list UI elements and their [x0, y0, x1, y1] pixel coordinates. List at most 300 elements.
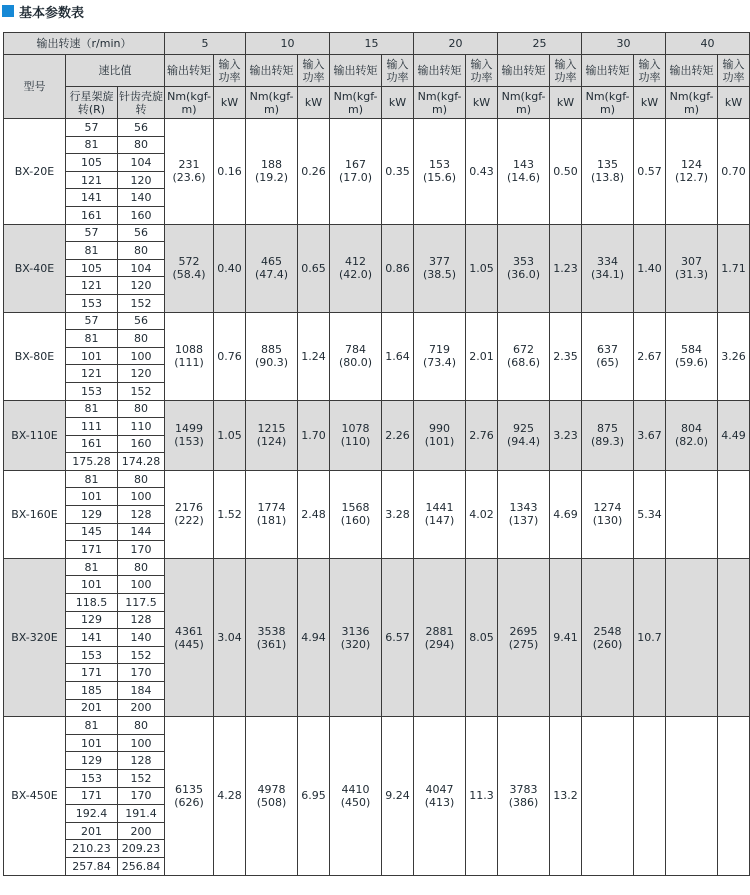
power-cell: 4.69	[550, 470, 582, 558]
torque-nm-value: 4047	[425, 782, 454, 796]
torque-nm-value: 637	[597, 343, 619, 357]
ratio-housing-cell: 170	[118, 787, 165, 805]
power-cell: 0.70	[718, 119, 750, 225]
torque-cell	[582, 312, 634, 400]
torque-cell	[330, 400, 382, 470]
torque-kgf-value: (137)	[508, 514, 539, 528]
torque-cell	[582, 400, 634, 470]
torque-nm-value: 4978	[257, 782, 286, 796]
torque-cell	[498, 558, 550, 716]
torque-cell	[330, 224, 382, 312]
torque-nm-value: 135	[597, 158, 619, 172]
torque-nm-value: 1215	[257, 422, 286, 436]
ratio-housing-cell: 128	[118, 506, 165, 524]
torque-nm-value: 353	[513, 255, 535, 269]
power-cell	[634, 717, 666, 875]
power-cell: 8.05	[466, 558, 498, 716]
torque-kgf-value: (17.0)	[338, 171, 373, 185]
torque-cell	[414, 470, 466, 558]
power-cell: 0.43	[466, 119, 498, 225]
model-header: 型号	[4, 55, 66, 119]
ratio-planet-cell: 129	[66, 611, 118, 629]
torque-nm-value: 2548	[593, 624, 622, 638]
power-unit: kW	[298, 87, 330, 119]
power-cell: 11.3	[466, 717, 498, 875]
torque-cell	[330, 558, 382, 716]
speed-header: 25	[498, 33, 582, 55]
ratio-housing-cell: 140	[118, 629, 165, 647]
power-unit: kW	[634, 87, 666, 119]
power-cell: 3.28	[382, 470, 414, 558]
torque-nm-value: 925	[513, 422, 535, 436]
torque-nm-value: 167	[345, 158, 367, 172]
torque-kgf-value: (160)	[340, 514, 371, 528]
ratio-housing-cell: 80	[118, 558, 165, 576]
ratio-planet-cell: 57	[66, 312, 118, 330]
torque-cell	[498, 717, 550, 875]
ratio-planet-cell: 121	[66, 365, 118, 383]
torque-kgf-value: (38.5)	[422, 268, 457, 282]
torque-cell	[582, 470, 634, 558]
torque-kgf-value: (147)	[424, 514, 455, 528]
torque-nm-value: 572	[178, 255, 200, 269]
ratio-planet-cell: 141	[66, 189, 118, 207]
table-row	[4, 717, 750, 735]
ratio-housing-cell: 152	[118, 646, 165, 664]
ratio-housing-cell: 160	[118, 206, 165, 224]
ratio-planet-cell: 101	[66, 347, 118, 365]
power-header: 输入功率	[214, 55, 246, 87]
power-cell: 0.76	[214, 312, 246, 400]
table-row	[4, 400, 750, 418]
torque-kgf-value: (31.3)	[674, 268, 709, 282]
ratio-planet-cell: 145	[66, 523, 118, 541]
torque-kgf-value: (68.6)	[506, 356, 541, 370]
ratio-planet-cell: 121	[66, 277, 118, 295]
ratio-planet-cell: 210.23	[66, 840, 118, 858]
torque-nm-value: 6135	[175, 782, 204, 796]
ratio-planet-cell: 257.84	[66, 857, 118, 875]
torque-nm-value: 584	[681, 343, 703, 357]
torque-kgf-value: (361)	[256, 637, 287, 651]
torque-nm-value: 153	[429, 158, 451, 172]
torque-kgf-value: (89.3)	[590, 435, 625, 449]
power-cell: 0.26	[298, 119, 330, 225]
torque-kgf-value: (36.0)	[506, 268, 541, 282]
power-header: 输入功率	[466, 55, 498, 87]
power-unit: kW	[214, 87, 246, 119]
torque-nm-value: 1499	[175, 422, 204, 436]
ratio-planet-cell: 121	[66, 171, 118, 189]
power-cell: 5.34	[634, 470, 666, 558]
power-cell: 4.28	[214, 717, 246, 875]
torque-kgf-value: (386)	[508, 795, 539, 809]
power-cell: 6.95	[298, 717, 330, 875]
torque-kgf-value: (124)	[256, 435, 287, 449]
ratio-planet-cell: 171	[66, 664, 118, 682]
ratio-housing-cell: 100	[118, 347, 165, 365]
ratio-planet-cell: 57	[66, 224, 118, 242]
power-cell: 4.94	[298, 558, 330, 716]
torque-unit: Nm(kgf-m)	[246, 87, 298, 119]
ratio-planet-cell: 101	[66, 576, 118, 594]
torque-cell	[246, 400, 298, 470]
ratio-planet-cell: 129	[66, 506, 118, 524]
torque-cell	[498, 119, 550, 225]
power-header: 输入功率	[550, 55, 582, 87]
torque-cell	[666, 312, 718, 400]
ratio-housing-cell: 117.5	[118, 594, 165, 612]
section-header	[0, 0, 84, 22]
ratio-planet-header: 行星架旋转(R)	[66, 87, 118, 119]
power-cell: 3.26	[718, 312, 750, 400]
torque-cell	[414, 717, 466, 875]
power-cell: 1.71	[718, 224, 750, 312]
ratio-planet-cell: 201	[66, 822, 118, 840]
torque-kgf-value: (294)	[424, 637, 455, 651]
ratio-header: 速比值	[66, 55, 165, 87]
torque-kgf-value: (130)	[592, 514, 623, 528]
power-cell: 1.24	[298, 312, 330, 400]
ratio-housing-cell: 104	[118, 154, 165, 172]
torque-kgf-value: (275)	[508, 637, 539, 651]
torque-cell	[414, 558, 466, 716]
power-cell: 4.49	[718, 400, 750, 470]
power-cell: 1.40	[634, 224, 666, 312]
power-cell: 2.01	[466, 312, 498, 400]
torque-kgf-value: (82.0)	[674, 435, 709, 449]
ratio-housing-cell: 120	[118, 171, 165, 189]
torque-cell	[165, 224, 214, 312]
torque-header: 输出转矩	[165, 55, 214, 87]
torque-cell	[246, 470, 298, 558]
power-unit: kW	[466, 87, 498, 119]
torque-nm-value: 412	[345, 255, 367, 269]
ratio-housing-cell: 200	[118, 822, 165, 840]
ratio-planet-cell: 81	[66, 717, 118, 735]
torque-cell	[330, 312, 382, 400]
power-unit: kW	[550, 87, 582, 119]
ratio-housing-cell: 80	[118, 330, 165, 348]
power-unit: kW	[718, 87, 750, 119]
ratio-housing-cell: 120	[118, 277, 165, 295]
ratio-housing-cell: 56	[118, 119, 165, 137]
model-cell: BX-80E	[4, 312, 66, 400]
ratio-planet-cell: 185	[66, 682, 118, 700]
torque-cell	[582, 558, 634, 716]
ratio-planet-cell: 101	[66, 734, 118, 752]
power-cell: 1.64	[382, 312, 414, 400]
torque-cell	[666, 400, 718, 470]
torque-cell	[414, 312, 466, 400]
torque-nm-value: 875	[597, 422, 619, 436]
torque-nm-value: 990	[429, 422, 451, 436]
torque-nm-value: 4361	[175, 624, 204, 638]
torque-cell	[330, 717, 382, 875]
ratio-planet-cell: 81	[66, 470, 118, 488]
power-cell: 1.23	[550, 224, 582, 312]
table-row	[4, 119, 750, 137]
torque-kgf-value: (73.4)	[422, 356, 457, 370]
torque-kgf-value: (14.6)	[506, 171, 541, 185]
power-cell: 1.52	[214, 470, 246, 558]
model-cell: BX-20E	[4, 119, 66, 225]
ratio-planet-cell: 81	[66, 558, 118, 576]
power-cell: 9.41	[550, 558, 582, 716]
ratio-housing-cell: 160	[118, 435, 165, 453]
power-cell: 9.24	[382, 717, 414, 875]
torque-kgf-value: (450)	[340, 795, 371, 809]
torque-kgf-value: (59.6)	[674, 356, 709, 370]
ratio-housing-cell: 152	[118, 382, 165, 400]
power-cell: 2.35	[550, 312, 582, 400]
torque-nm-value: 1568	[341, 501, 370, 515]
model-cell: BX-110E	[4, 400, 66, 470]
torque-nm-value: 124	[681, 158, 703, 172]
torque-cell	[582, 119, 634, 225]
ratio-housing-cell: 170	[118, 541, 165, 559]
model-cell: BX-160E	[4, 470, 66, 558]
torque-cell	[246, 558, 298, 716]
power-cell	[718, 470, 750, 558]
torque-nm-value: 2881	[425, 624, 454, 638]
torque-cell	[330, 119, 382, 225]
power-cell: 2.67	[634, 312, 666, 400]
torque-nm-value: 4410	[341, 782, 370, 796]
torque-nm-value: 804	[681, 422, 703, 436]
torque-nm-value: 1343	[509, 501, 538, 515]
torque-cell	[666, 717, 718, 875]
table-row	[4, 470, 750, 488]
torque-unit: Nm(kgf-m)	[165, 87, 214, 119]
torque-unit: Nm(kgf-m)	[414, 87, 466, 119]
torque-header: 输出转矩	[330, 55, 382, 87]
power-unit: kW	[382, 87, 414, 119]
torque-kgf-value: (101)	[424, 435, 455, 449]
torque-cell	[246, 312, 298, 400]
ratio-housing-cell: 200	[118, 699, 165, 717]
torque-nm-value: 307	[681, 255, 703, 269]
ratio-housing-cell: 191.4	[118, 805, 165, 823]
torque-header: 输出转矩	[666, 55, 718, 87]
torque-cell	[165, 717, 214, 875]
ratio-housing-cell: 80	[118, 400, 165, 418]
torque-kgf-value: (181)	[256, 514, 287, 528]
ratio-housing-header: 针齿壳旋转	[118, 87, 165, 119]
torque-cell	[165, 119, 214, 225]
ratio-planet-cell: 105	[66, 259, 118, 277]
power-cell: 3.23	[550, 400, 582, 470]
torque-header: 输出转矩	[414, 55, 466, 87]
ratio-housing-cell: 100	[118, 488, 165, 506]
ratio-planet-cell: 101	[66, 488, 118, 506]
torque-cell	[666, 470, 718, 558]
parameters-table	[3, 32, 750, 876]
torque-kgf-value: (111)	[174, 356, 204, 370]
torque-nm-value: 719	[429, 343, 451, 357]
ratio-housing-cell: 170	[118, 664, 165, 682]
power-cell: 0.16	[214, 119, 246, 225]
torque-nm-value: 3783	[509, 782, 538, 796]
ratio-planet-cell: 171	[66, 541, 118, 559]
ratio-housing-cell: 128	[118, 611, 165, 629]
power-header: 输入功率	[382, 55, 414, 87]
ratio-housing-cell: 152	[118, 294, 165, 312]
torque-cell	[165, 470, 214, 558]
speed-header: 40	[666, 33, 750, 55]
torque-nm-value: 2176	[175, 501, 204, 515]
ratio-planet-cell: 192.4	[66, 805, 118, 823]
torque-cell	[414, 119, 466, 225]
ratio-planet-cell: 141	[66, 629, 118, 647]
ratio-planet-cell: 81	[66, 136, 118, 154]
ratio-housing-cell: 152	[118, 769, 165, 787]
speed-header: 10	[246, 33, 330, 55]
ratio-housing-cell: 104	[118, 259, 165, 277]
torque-cell	[498, 312, 550, 400]
power-cell	[718, 558, 750, 716]
power-cell: 13.2	[550, 717, 582, 875]
ratio-housing-cell: 110	[118, 418, 165, 436]
torque-header: 输出转矩	[582, 55, 634, 87]
torque-nm-value: 784	[345, 343, 367, 357]
torque-cell	[666, 558, 718, 716]
torque-kgf-value: (94.4)	[506, 435, 541, 449]
torque-kgf-value: (260)	[592, 637, 623, 651]
ratio-planet-cell: 161	[66, 206, 118, 224]
power-cell: 0.65	[298, 224, 330, 312]
torque-nm-value: 188	[261, 158, 283, 172]
torque-nm-value: 3538	[257, 624, 286, 638]
speed-header: 5	[165, 33, 246, 55]
ratio-housing-cell: 80	[118, 136, 165, 154]
torque-kgf-value: (12.7)	[674, 171, 709, 185]
speed-header: 20	[414, 33, 498, 55]
power-cell: 0.35	[382, 119, 414, 225]
torque-cell	[666, 119, 718, 225]
torque-kgf-value: (508)	[256, 795, 287, 809]
ratio-housing-cell: 100	[118, 734, 165, 752]
section-title: 基本参数表	[19, 5, 85, 21]
torque-cell	[498, 470, 550, 558]
torque-header: 输出转矩	[498, 55, 550, 87]
torque-unit: Nm(kgf-m)	[582, 87, 634, 119]
torque-header: 输出转矩	[246, 55, 298, 87]
ratio-planet-cell: 153	[66, 294, 118, 312]
table-row	[4, 224, 750, 242]
ratio-planet-cell: 57	[66, 119, 118, 137]
power-header: 输入功率	[718, 55, 750, 87]
power-cell: 0.86	[382, 224, 414, 312]
torque-kgf-value: (47.4)	[254, 268, 289, 282]
power-cell: 1.05	[466, 224, 498, 312]
ratio-planet-cell: 81	[66, 400, 118, 418]
torque-cell	[666, 224, 718, 312]
ratio-housing-cell: 209.23	[118, 840, 165, 858]
ratio-housing-cell: 128	[118, 752, 165, 770]
ratio-planet-cell: 171	[66, 787, 118, 805]
ratio-planet-cell: 201	[66, 699, 118, 717]
torque-cell	[165, 400, 214, 470]
torque-kgf-value: (90.3)	[254, 356, 289, 370]
power-cell: 3.67	[634, 400, 666, 470]
torque-kgf-value: (58.4)	[172, 268, 206, 282]
torque-kgf-value: (65)	[596, 356, 619, 370]
speed-header: 30	[582, 33, 666, 55]
ratio-housing-cell: 56	[118, 312, 165, 330]
power-cell: 2.48	[298, 470, 330, 558]
model-cell: BX-40E	[4, 224, 66, 312]
ratio-planet-cell: 153	[66, 382, 118, 400]
torque-nm-value: 465	[261, 255, 283, 269]
ratio-housing-cell: 140	[118, 189, 165, 207]
torque-cell	[165, 312, 214, 400]
ratio-planet-cell: 105	[66, 154, 118, 172]
power-cell: 4.02	[466, 470, 498, 558]
output-speed-header: 输出转速（r/min）	[4, 33, 165, 55]
power-cell: 3.04	[214, 558, 246, 716]
ratio-housing-cell: 256.84	[118, 857, 165, 875]
torque-nm-value: 2695	[509, 624, 538, 638]
ratio-planet-cell: 111	[66, 418, 118, 436]
torque-cell	[582, 224, 634, 312]
torque-nm-value: 1274	[593, 501, 622, 515]
torque-nm-value: 334	[597, 255, 619, 269]
power-cell: 6.57	[382, 558, 414, 716]
ratio-planet-cell: 129	[66, 752, 118, 770]
torque-cell	[165, 558, 214, 716]
table-row	[4, 312, 750, 330]
torque-unit: Nm(kgf-m)	[498, 87, 550, 119]
ratio-housing-cell: 80	[118, 242, 165, 260]
power-header: 输入功率	[634, 55, 666, 87]
torque-cell	[414, 224, 466, 312]
torque-cell	[246, 119, 298, 225]
torque-nm-value: 143	[513, 158, 535, 172]
torque-kgf-value: (13.8)	[590, 171, 625, 185]
torque-unit: Nm(kgf-m)	[330, 87, 382, 119]
ratio-planet-cell: 175.28	[66, 453, 118, 471]
torque-cell	[498, 400, 550, 470]
power-cell: 1.05	[214, 400, 246, 470]
power-cell: 2.26	[382, 400, 414, 470]
torque-nm-value: 672	[513, 343, 535, 357]
torque-kgf-value: (80.0)	[338, 356, 373, 370]
torque-unit: Nm(kgf-m)	[666, 87, 718, 119]
torque-kgf-value: (23.6)	[172, 171, 206, 185]
torque-cell	[246, 717, 298, 875]
torque-kgf-value: (445)	[174, 637, 204, 651]
speed-header: 15	[330, 33, 414, 55]
torque-kgf-value: (42.0)	[338, 268, 373, 282]
torque-nm-value: 885	[261, 343, 283, 357]
torque-kgf-value: (15.6)	[422, 171, 457, 185]
torque-kgf-value: (153)	[174, 435, 204, 449]
torque-kgf-value: (110)	[340, 435, 371, 449]
torque-nm-value: 3136	[341, 624, 370, 638]
power-cell: 1.70	[298, 400, 330, 470]
torque-cell	[330, 470, 382, 558]
torque-kgf-value: (34.1)	[590, 268, 625, 282]
torque-nm-value: 377	[429, 255, 451, 269]
torque-nm-value: 1774	[257, 501, 286, 515]
ratio-planet-cell: 161	[66, 435, 118, 453]
ratio-housing-cell: 56	[118, 224, 165, 242]
torque-cell	[498, 224, 550, 312]
ratio-housing-cell: 184	[118, 682, 165, 700]
ratio-housing-cell: 174.28	[118, 453, 165, 471]
power-cell	[718, 717, 750, 875]
